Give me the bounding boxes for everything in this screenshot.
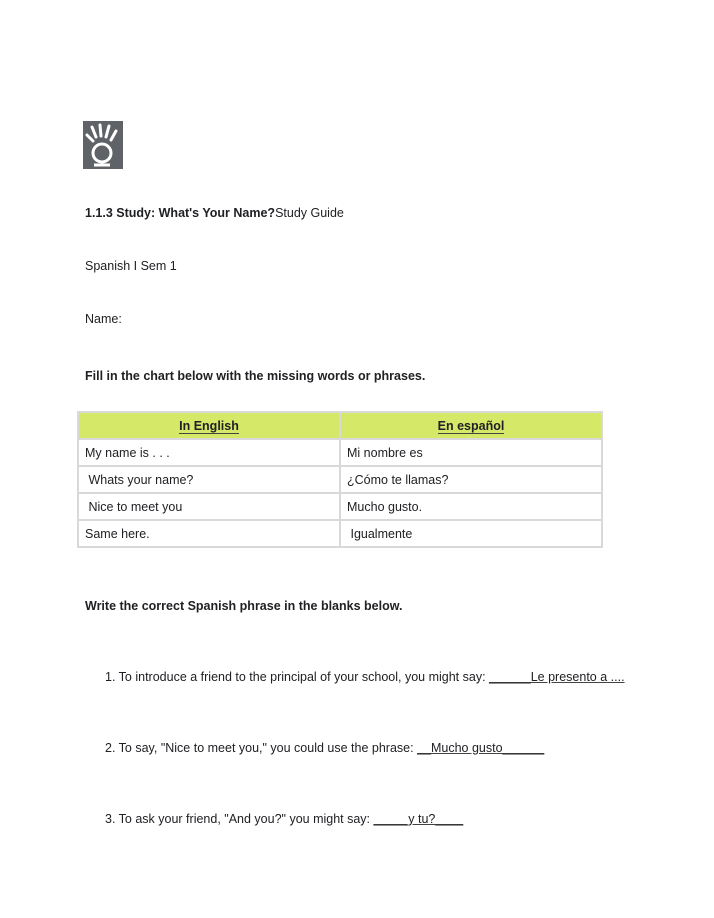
- blanks-instructions: Write the correct Spanish phrase in the blanks below.: [85, 599, 403, 613]
- question-prompt: 1. To introduce a friend to the principal of your school, you might say:: [105, 670, 490, 684]
- cell-english: Nice to meet you: [78, 493, 340, 520]
- question-3: [105, 812, 463, 826]
- table-header-row: [78, 412, 602, 439]
- course-name: Spanish I Sem 1: [85, 259, 177, 273]
- page-title: [85, 206, 344, 220]
- answer-blank[interactable]: ______Le presento a ....: [489, 670, 625, 684]
- cell-spanish: Igualmente: [340, 520, 602, 547]
- title-rest: Study Guide: [275, 206, 344, 220]
- question-prompt: 2. To say, "Nice to meet you," you could use the phrase:: [105, 741, 418, 755]
- table-row: [78, 466, 602, 493]
- table-row: [78, 520, 602, 547]
- answer-blank[interactable]: _____y tu?____: [373, 812, 464, 826]
- header-english: In English: [78, 412, 340, 439]
- cell-english: Same here.: [78, 520, 340, 547]
- question-1: [105, 670, 625, 684]
- cell-english: Whats your name?: [78, 466, 340, 493]
- vocab-table: [77, 411, 603, 548]
- cell-spanish: Mucho gusto.: [340, 493, 602, 520]
- chart-instructions: Fill in the chart below with the missing words or phrases.: [85, 369, 426, 383]
- answer-blank[interactable]: __Mucho gusto______: [417, 741, 545, 755]
- cell-spanish: Mi nombre es: [340, 439, 602, 466]
- question-prompt: 3. To ask your friend, "And you?" you might say:: [105, 812, 374, 826]
- lightbulb-icon: [83, 121, 123, 169]
- header-spanish: En español: [340, 412, 602, 439]
- question-2: [105, 741, 544, 755]
- table-row: [78, 493, 602, 520]
- title-bold: 1.1.3 Study: What's Your Name?: [85, 206, 276, 220]
- table-row: [78, 439, 602, 466]
- cell-spanish: ¿Cómo te llamas?: [340, 466, 602, 493]
- cell-english: My name is . . .: [78, 439, 340, 466]
- name-label: Name:: [85, 312, 122, 326]
